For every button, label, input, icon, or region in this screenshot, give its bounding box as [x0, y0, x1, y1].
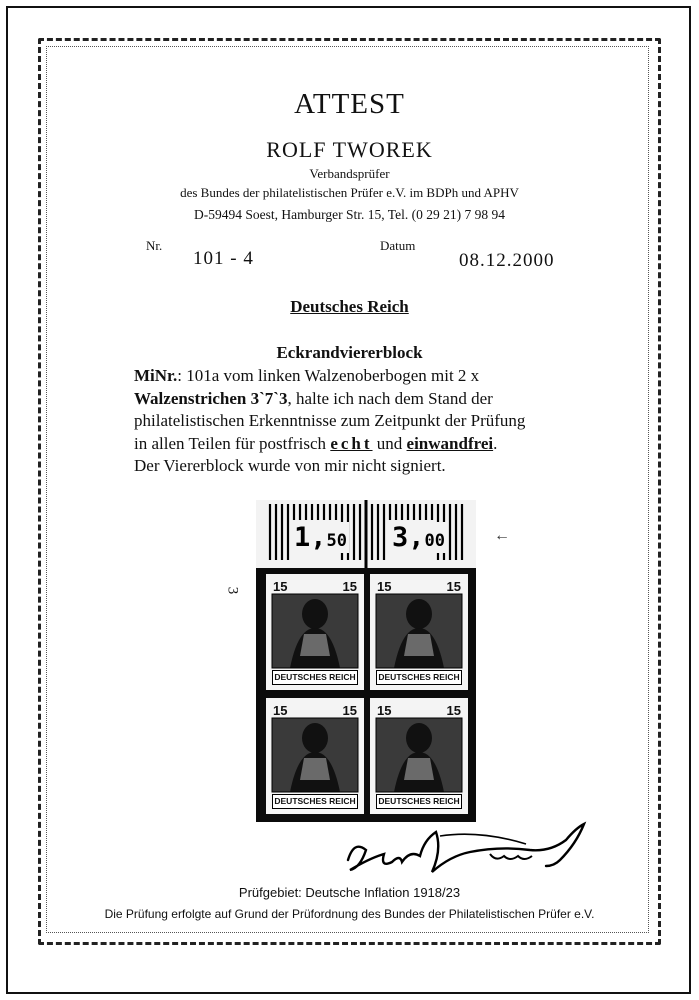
collecting-area: Deutsches Reich [290, 297, 409, 316]
body-line-4-b: und [372, 433, 407, 453]
stamp-1-legend: DEUTSCHES REICH [272, 670, 358, 685]
stamp-4-denom-right: 15 [446, 703, 461, 718]
margin-left-value: 1, [294, 522, 327, 553]
sheet-margin [256, 500, 476, 568]
stamp-4-denom-left: 15 [377, 703, 392, 718]
certificate-title: ATTEST [294, 88, 405, 120]
body-line-4-a: in allen Teilen für postfrisch [134, 433, 331, 453]
association-line: des Bundes der philatelistischen Prüfer e.V. im BDPh und APHV [180, 185, 519, 200]
left-arrow-icon: ← [494, 527, 510, 544]
stamp-2-denom-right: 15 [446, 579, 461, 594]
nr-label: Nr. [146, 238, 163, 253]
stamp-top-right [370, 574, 468, 690]
body-line-5: Der Viererblock wurde von mir nicht signiert. [134, 456, 446, 475]
stamp-top-left [266, 574, 364, 690]
stamp-block-image [256, 500, 476, 822]
date-value: 08.12.2000 [459, 250, 555, 271]
catalog-label: MiNr. [134, 366, 178, 385]
stamp-bottom-left [266, 698, 364, 814]
body-line-4 [134, 433, 525, 456]
roller-marks: Walzenstrichen 3`7`3 [134, 388, 288, 408]
body-line-2 [134, 388, 525, 411]
body-line-1 [134, 365, 525, 388]
body-line-1-text: : 101a vom linken Walzenoberbogen mit 2 x [177, 366, 480, 385]
stamp-1-denom-left: 15 [273, 579, 288, 594]
side-margin-digit: 3 [224, 586, 241, 595]
faultless-word: einwandfrei [406, 433, 494, 453]
body-line-2-text: , halte ich nach dem Stand der [287, 388, 493, 408]
nr-value: 101 - 4 [193, 248, 254, 269]
examiner-role: Verbandsprüfer [309, 166, 390, 181]
exam-area-line: Prüfgebiet: Deutsche Inflation 1918/23 [238, 885, 461, 900]
signature-icon [340, 810, 600, 890]
exam-rules-line: Die Prüfung erfolgte auf Grund der Prüfordnung des Bundes der Philatelistischen Prüfer e.V. [104, 907, 595, 921]
stamp-2-denom-left: 15 [377, 579, 392, 594]
body-line-3: philatelistischen Erkenntnisse zum Zeitpunkt der Prüfung [134, 411, 526, 430]
address-line: D-59494 Soest, Hamburger Str. 15, Tel. (0 29 21) 7 98 94 [194, 207, 505, 222]
margin-value-left [292, 522, 349, 553]
margin-value-right [390, 522, 447, 553]
stamp-1-denom-right: 15 [342, 579, 357, 594]
stamp-3-legend: DEUTSCHES REICH [272, 794, 358, 809]
date-label: Datum [380, 238, 416, 253]
stamp-2-legend: DEUTSCHES REICH [376, 670, 462, 685]
stamp-bottom-right [370, 698, 468, 814]
body-line-4-c: . [493, 433, 498, 453]
certificate-body [134, 365, 525, 478]
stamp-4-legend: DEUTSCHES REICH [376, 794, 462, 809]
margin-right-cents: 00 [424, 531, 445, 551]
examiner-name: ROLF TWOREK [266, 137, 433, 162]
margin-right-value: 3, [392, 522, 425, 553]
stamp-3-denom-left: 15 [273, 703, 288, 718]
stamp-3-denom-right: 15 [342, 703, 357, 718]
item-subject: Eckrandviererblock [276, 343, 423, 362]
genuine-word: echt [330, 433, 373, 453]
margin-left-cents: 50 [326, 531, 347, 551]
